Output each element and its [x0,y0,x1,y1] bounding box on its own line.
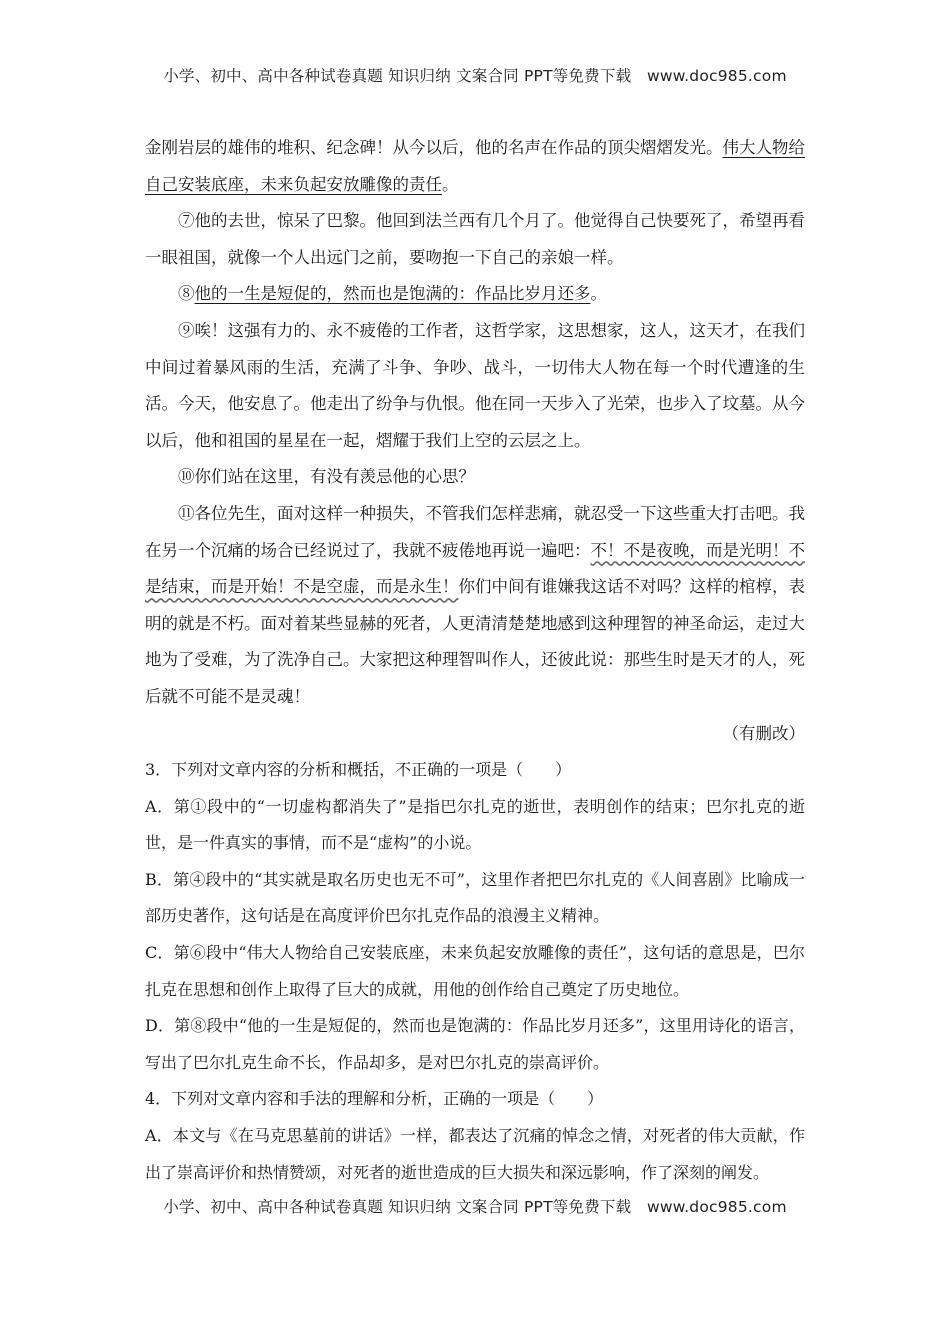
question-4-stem: 4．下列对文章内容和手法的理解和分析，正确的一项是（ ） [145,1089,604,1109]
page-footer: 小学、初中、高中各种试卷真题 知识归纳 文案合同 PPT等免费下载 www.doc985.com [163,1198,787,1216]
question-3-option-d: D．第⑧段中“他的一生是短促的，然而也是饱满的：作品比岁月还多”，这里用诗化的语言，写出了巴尔扎克生命不长，作品却多，是对巴尔扎克的崇高评价。 [145,1016,805,1072]
source-note: （有删改） [722,723,805,743]
question-4-option-a: A．本文与《在马克思墓前的讲话》一样，都表达了沉痛的悼念之情，对死者的伟大贡献，作出了崇高评价和热情赞颂，对死者的逝世造成的巨大损失和深远影响，作了深刻的阐发。 [145,1126,805,1182]
question-3-option-c: C．第⑥段中“伟大人物给自己安装底座，未来负起安放雕像的责任”，这句话的意思是，巴尔扎克在思想和创作上取得了巨大的成就，用他的创作给自己奠定了历史地位。 [145,943,805,999]
paragraph-8: ⑧他的一生是短促的，然而也是饱满的：作品比岁月还多。 [178,284,607,304]
underlined-sentence: 他的一生是短促的，然而也是饱满的：作品比岁月还多 [194,284,591,304]
paragraph-11: ⑪各位先生，面对这样一种损失，不管我们怎样悲痛，就忍受一下这些重大打击吧。我在另一个沉痛的场合已经说过了，我就不疲倦地再说一遍吧：不！不是夜晚，而是光明！不是结束，而是开始！不是空虚，而是永生！你们中间有谁嫌我这话不对吗？这样的棺椁，表明的就是不朽。面对着某些显赫的死者，人更清清楚楚地感到这种理智的神圣命运，走过大地为了受难，为了洗净自己。大家把这种理智叫作人，还彼此说：那些生时是天才的人，死后就不可能不是灵魂！ [145,503,805,706]
paragraph-10: ⑩你们站在这里，有没有羡忌他的心思？ [178,467,475,487]
underlined-sentence: 伟大人物给自己安装底座，未来负起安放雕像的责任 [145,138,805,194]
page-header: 小学、初中、高中各种试卷真题 知识归纳 文案合同 PPT等免费下载 www.doc985.com [163,67,787,85]
document-body [145,130,805,1191]
question-3-option-a: A．第①段中的“一切虚构都消失了”是指巴尔扎克的逝世，表明创作的结束；巴尔扎克的逝世，是一件真实的事情，而不是“虚构”的小说。 [145,796,805,853]
question-3-option-b: B．第④段中的“其实就是取名历史也无不可”，这里作者把巴尔扎克的《人间喜剧》比喻成一部历史著作，这句话是在高度评价巴尔扎克作品的浪漫主义精神。 [145,869,805,926]
paragraph-9: ⑨唉！这强有力的、永不疲倦的工作者，这哲学家，这思想家，这人，这天才，在我们中间过着暴风雨的生活，充满了斗争、争吵、战斗，一切伟大人物在每一个时代遭逢的生活。今天，他安息了。他走出了纷争与仇恨。他在同一天步入了光荣，也步入了坟墓。从今以后，他和祖国的星星在一起，熠耀于我们上空的云层之上。 [145,320,805,450]
paragraph-7: ⑦他的去世，惊呆了巴黎。他回到法兰西有几个月了。他觉得自己快要死了，希望再看一眼祖国，就像一个人出远门之前，要吻抱一下自己的亲娘一样。 [145,211,805,267]
question-3-stem: 3．下列对文章内容的分析和概括，不正确的一项是（ ） [145,760,572,780]
paragraph-6-continued: 金刚岩层的雄伟的堆积、纪念碑！从今以后，他的名声在作品的顶尖熠熠发光。伟大人物给自己安装底座，未来负起安放雕像的责任。 [145,138,805,194]
wavy-underlined-sentence: 不！不是夜晚，而是光明！不是结束，而是开始！不是空虚，而是永生！ [145,540,805,597]
